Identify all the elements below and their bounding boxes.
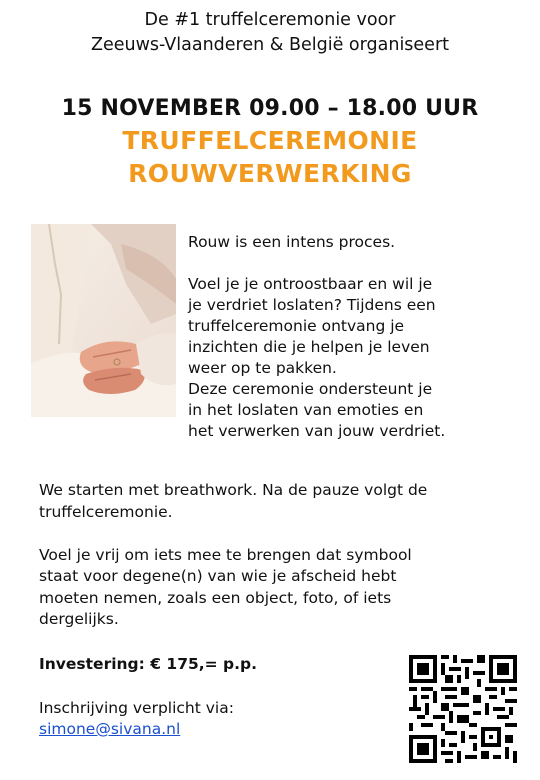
side-p3-line: Deze ceremonie ondersteunt je (188, 380, 433, 398)
side-p3-line: het verwerken van jouw verdriet. (188, 422, 446, 440)
intro-paragraphs (188, 232, 533, 442)
side-p3-line: in het loslaten van emoties en (188, 401, 424, 419)
intro-line-1: De #1 truffelceremonie voor (144, 10, 396, 30)
side-paragraph-1: Rouw is een intens proces. (188, 233, 396, 251)
signup-label: Inschrijving verplicht via: (39, 699, 234, 717)
body-paragraph-1 (39, 480, 534, 523)
intro-line-2: Zeeuws-Vlaanderen & België organiseert (90, 35, 450, 55)
body-p1-line: truffelceremonie. (39, 502, 173, 521)
investment-price: Investering: € 175,= p.p. (39, 655, 258, 673)
event-title-line-1: TRUFFELCEREMONIE (122, 126, 418, 155)
event-title-line-2: ROUWVERWERKING (128, 159, 412, 188)
side-p2-line: truffelceremonie ontvang je (188, 317, 405, 335)
side-p2-line: je verdriet loslaten? Tijdens een (188, 296, 436, 314)
side-p2-line: weer op te pakken. (188, 359, 337, 377)
body-p2-line: dergelijks. (39, 610, 119, 628)
hands-photo (31, 224, 176, 417)
hands-illustration (31, 224, 176, 417)
qr-code-icon (409, 655, 517, 763)
body-p2-line: moeten nemen, zoals een object, foto, of iets (39, 588, 392, 607)
side-p2-line: inzichten die je helpen je leven (188, 338, 430, 356)
body-p2-line: Voel je vrij om iets mee te brengen dat symbool (39, 545, 412, 564)
details-paragraphs (39, 480, 534, 631)
event-date: 15 NOVEMBER 09.00 – 18.00 UUR (61, 96, 479, 121)
signup-email-link[interactable]: simone@sivana.nl (39, 720, 181, 738)
body-p1-line: We starten met breathwork. Na de pauze volgt de (39, 481, 428, 499)
side-paragraph-3 (188, 379, 533, 442)
side-paragraph-2 (188, 274, 533, 379)
intro-text (0, 8, 540, 58)
signup-block (39, 698, 234, 740)
body-paragraph-2 (39, 545, 534, 631)
body-p2-line: staat voor degene(n) van wie je afscheid hebt (39, 567, 397, 585)
event-title (0, 124, 540, 190)
side-p2-line: Voel je je ontroostbaar en wil je (188, 275, 433, 293)
qr-code-graphic (409, 655, 517, 763)
